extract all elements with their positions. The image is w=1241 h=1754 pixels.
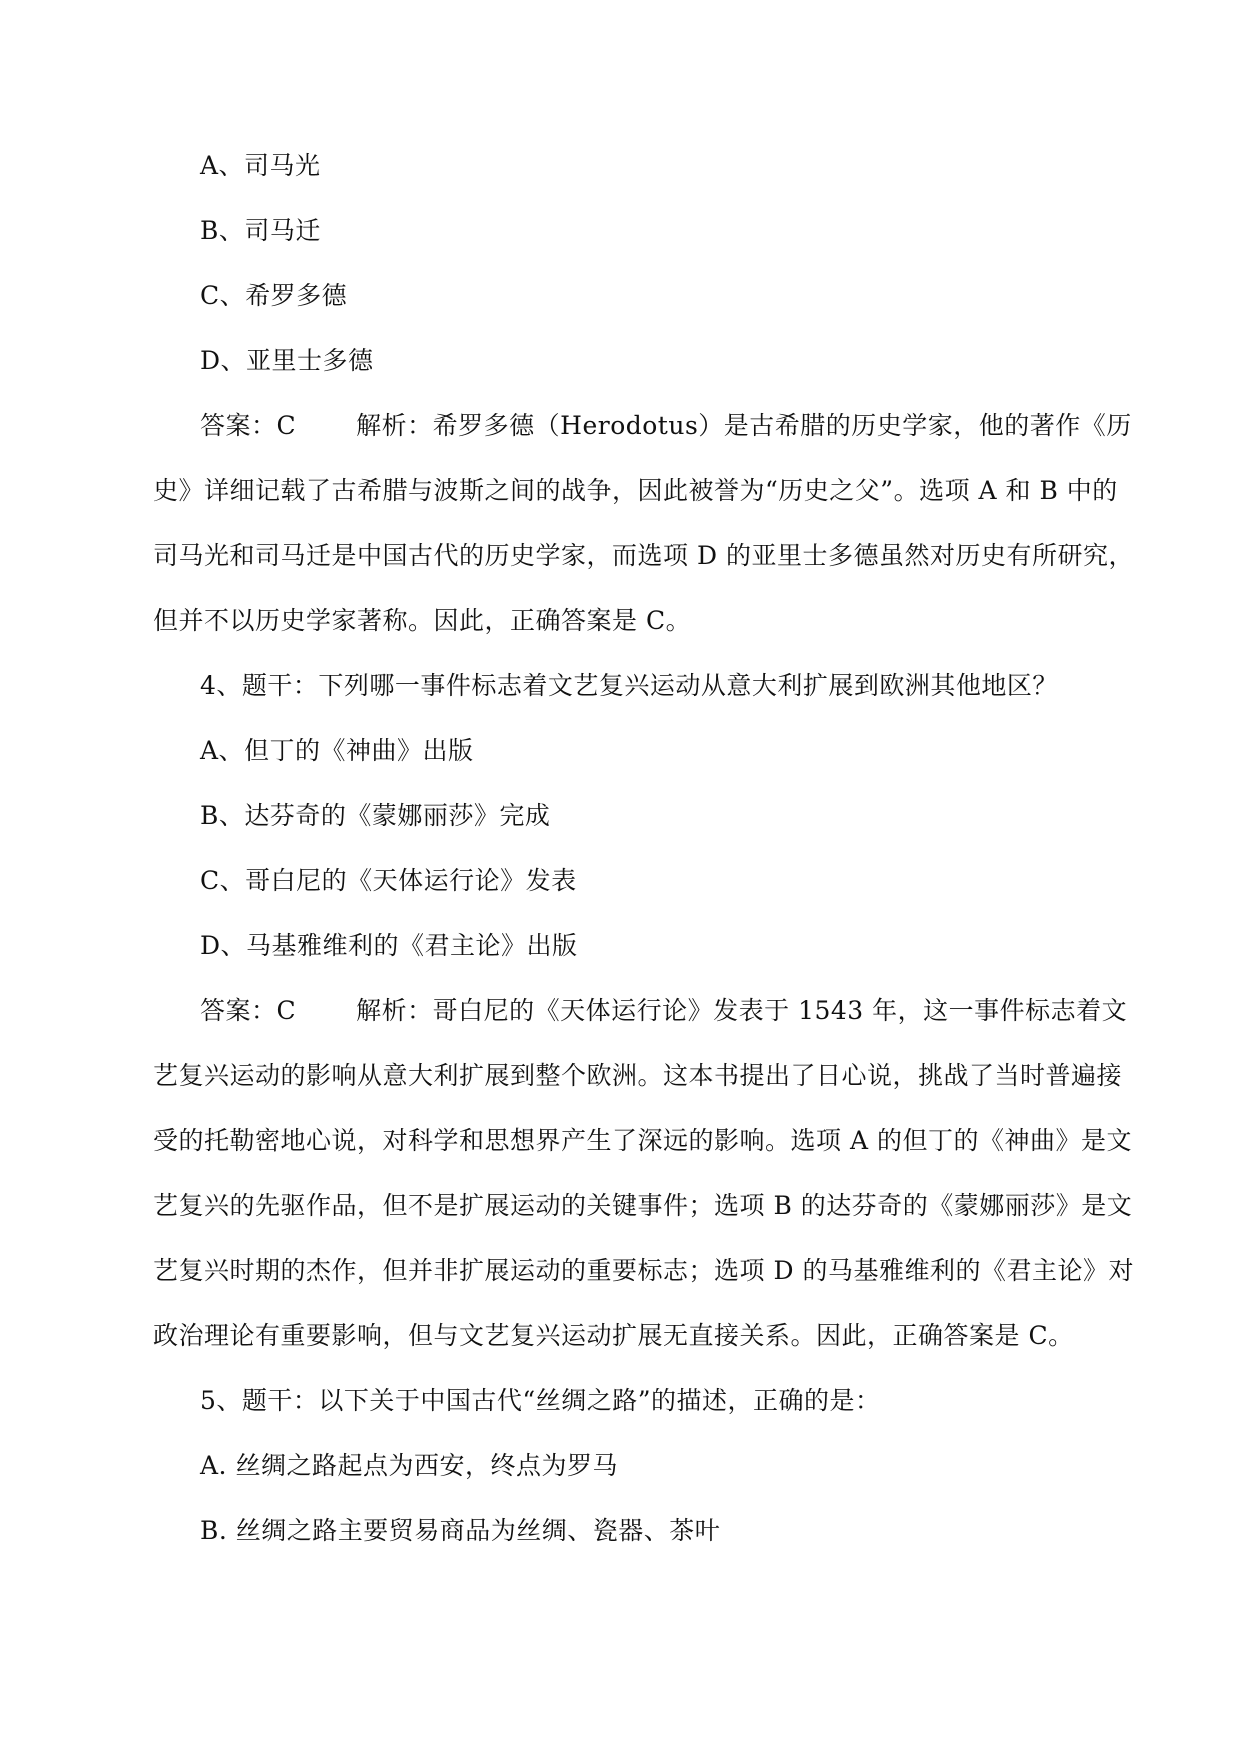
q4-answer: 答案：C	[200, 996, 297, 1025]
q3-analysis-line-1: 解析：希罗多德（Herodotus）是古希腊的历史学家，他的著作《历	[356, 411, 1132, 440]
q3-answer-line	[200, 410, 1132, 442]
q3-answer: 答案：C	[200, 411, 297, 440]
q4-option-b: B、达芬奇的《蒙娜丽莎》完成	[200, 801, 551, 830]
q4-stem: 4、题干：下列哪一事件标志着文艺复兴运动从意大利扩展到欧洲其他地区？	[200, 671, 1058, 700]
q3-analysis-line-2: 史》详细记载了古希腊与波斯之间的战争，因此被誉为“历史之父”。选项 A 和 B 中的	[153, 476, 1118, 505]
q4-option-a: A、但丁的《神曲》出版	[200, 736, 474, 765]
q3-analysis-line-4: 但并不以历史学家著称。因此，正确答案是 C。	[153, 606, 692, 635]
q3-option-b: B、司马迁	[200, 216, 321, 245]
q4-analysis-line-2: 艺复兴运动的影响从意大利扩展到整个欧洲。这本书提出了日心说，挑战了当时普遍接	[153, 1061, 1123, 1090]
q4-analysis-line-5: 艺复兴时期的杰作，但并非扩展运动的重要标志；选项 D 的马基雅维利的《君主论》对	[153, 1256, 1134, 1285]
q4-analysis-line-6: 政治理论有重要影响，但与文艺复兴运动扩展无直接关系。因此，正确答案是 C。	[153, 1321, 1074, 1350]
q3-option-a: A、司马光	[200, 151, 321, 180]
q3-option-d: D、亚里士多德	[200, 346, 374, 375]
q3-analysis-line-3: 司马光和司马迁是中国古代的历史学家，而选项 D 的亚里士多德虽然对历史有所研究，	[153, 541, 1134, 570]
q5-option-a: A. 丝绸之路起点为西安，终点为罗马	[200, 1451, 618, 1480]
q4-option-c: C、哥白尼的《天体运行论》发表	[200, 866, 577, 895]
q4-answer-line	[200, 995, 1127, 1027]
q3-option-c: C、希罗多德	[200, 281, 348, 310]
q5-option-b: B. 丝绸之路主要贸易商品为丝绸、瓷器、茶叶	[200, 1516, 721, 1545]
q4-analysis-line-3: 受的托勒密地心说，对科学和思想界产生了深远的影响。选项 A 的但丁的《神曲》是文	[153, 1126, 1132, 1155]
q4-analysis-line-4: 艺复兴的先驱作品，但不是扩展运动的关键事件；选项 B 的达芬奇的《蒙娜丽莎》是文	[153, 1191, 1133, 1220]
q5-stem: 5、题干：以下关于中国古代“丝绸之路”的描述，正确的是：	[200, 1386, 881, 1415]
q4-option-d: D、马基雅维利的《君主论》出版	[200, 931, 578, 960]
q4-analysis-line-1: 解析：哥白尼的《天体运行论》发表于 1543 年，这一事件标志着文	[356, 996, 1128, 1025]
